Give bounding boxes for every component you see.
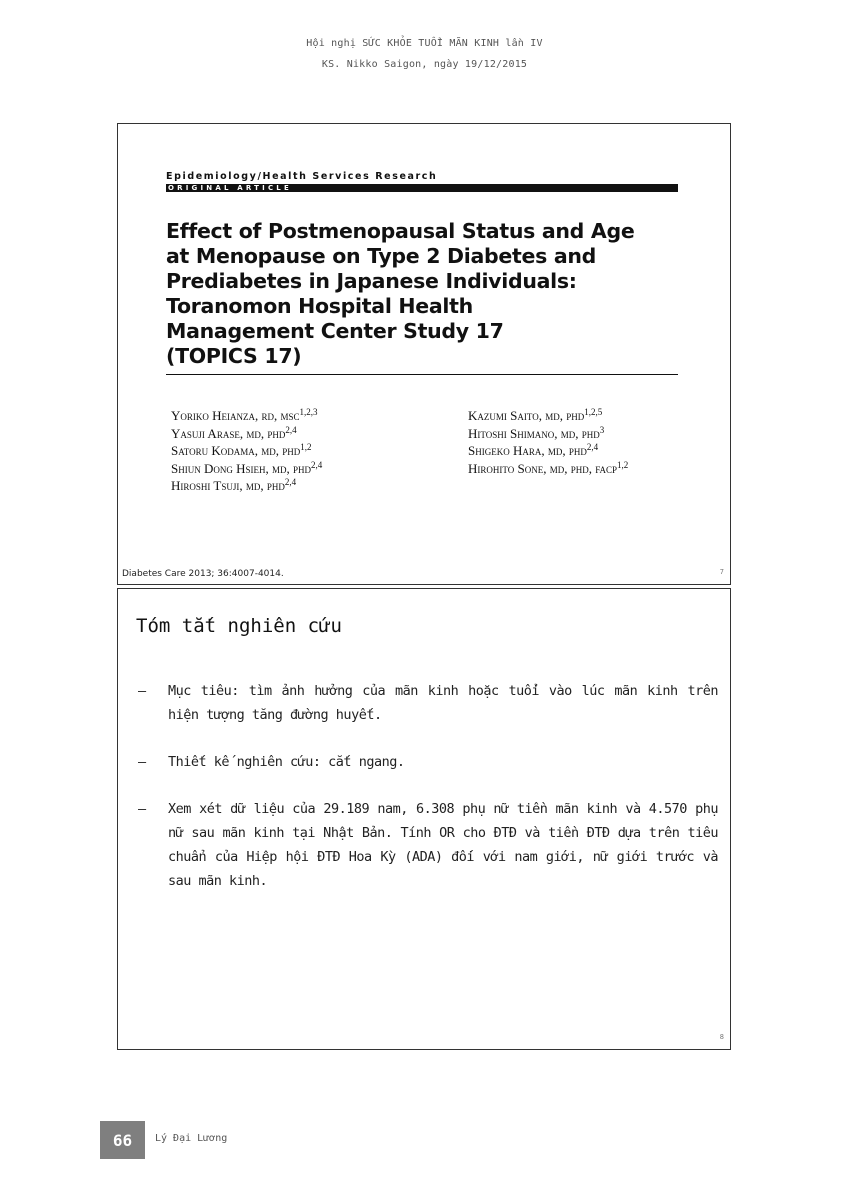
- summary-list: [138, 679, 718, 916]
- title-line: (TOPICS 17): [166, 344, 302, 368]
- dash-bullet: –: [138, 683, 146, 699]
- journal-section: Epidemiology/Health Services Research: [166, 171, 438, 182]
- author: Shigeko Hara, md, phd$^{2,4}$: [468, 442, 599, 458]
- slide-heading: Tóm tắt nghiên cứu: [136, 615, 342, 637]
- author: Hitoshi Shimano, md, phd$^3$: [468, 424, 605, 441]
- title-line: Management Center Study 17: [166, 319, 504, 343]
- title-line: Prediabetes in Japanese Individuals:: [166, 269, 577, 293]
- title-rule: [166, 374, 678, 375]
- authors-right-column: [468, 407, 628, 477]
- author: Shiun Dong Hsieh, md, phd$^{2,4}$: [171, 459, 323, 476]
- slide-number: 7: [719, 568, 724, 576]
- dash-bullet: –: [138, 754, 146, 770]
- author: Hiroshi Tsuji, md, phd$^{2,4}$: [171, 477, 297, 493]
- journal-citation: Diabetes Care 2013; 36:4007-4014.: [122, 569, 284, 579]
- title-line: at Menopause on Type 2 Diabetes and: [166, 244, 597, 268]
- author: Kazumi Saito, md, phd$^{1,2,5}$: [468, 407, 603, 423]
- summary-item: – Mục tiêu: tìm ảnh hưởng của mãn kinh hoặc tuổi vào lúc mãn kinh trên hiện tượng tăng đường huyết.: [138, 679, 718, 727]
- summary-item: – Xem xét dữ liệu của 29.189 nam, 6.308 phụ nữ tiền mãn kinh và 4.570 phụ nữ sau mãn kinh tại Nhật Bản. Tính OR cho ĐTĐ và tiền ĐTĐ dựa trên tiêu chuẩn của Hiệp hội ĐTĐ Hoa Kỳ (ADA) đối với nam giới, nữ giới trước và sau mãn kinh.: [138, 797, 718, 893]
- page-number-box: 66: [100, 1121, 145, 1159]
- page-header-venue: KS. Nikko Saigon, ngày 19/12/2015: [321, 59, 528, 70]
- paper-title: [166, 219, 686, 369]
- author: Satoru Kodama, md, phd$^{1,2}$: [171, 442, 312, 458]
- title-line: Effect of Postmenopausal Status and Age: [166, 219, 635, 243]
- footer-author: Lý Đại Lương: [155, 1133, 228, 1144]
- dash-bullet: –: [138, 801, 146, 817]
- summary-item: – Thiết kế nghiên cứu: cắt ngang.: [138, 750, 718, 774]
- author: Yoriko Heianza, rd, msc$^{1,2,3}$: [171, 407, 318, 423]
- author: Yasuji Arase, md, phd$^{2,4}$: [171, 424, 297, 441]
- article-type-bar: ORIGINAL ARTICLE: [166, 184, 678, 192]
- author: Hirohito Sone, md, phd, facp$^{1,2}$: [468, 459, 629, 476]
- page-header-conference: Hội nghị SỨC KHỎE TUỔI MÃN KINH lần IV: [306, 38, 543, 49]
- slide-number: 8: [719, 1033, 724, 1041]
- title-line: Toranomon Hospital Health: [166, 294, 473, 318]
- authors-left-column: [171, 407, 322, 495]
- slide-7: [117, 123, 731, 585]
- slide-8: [117, 588, 731, 1050]
